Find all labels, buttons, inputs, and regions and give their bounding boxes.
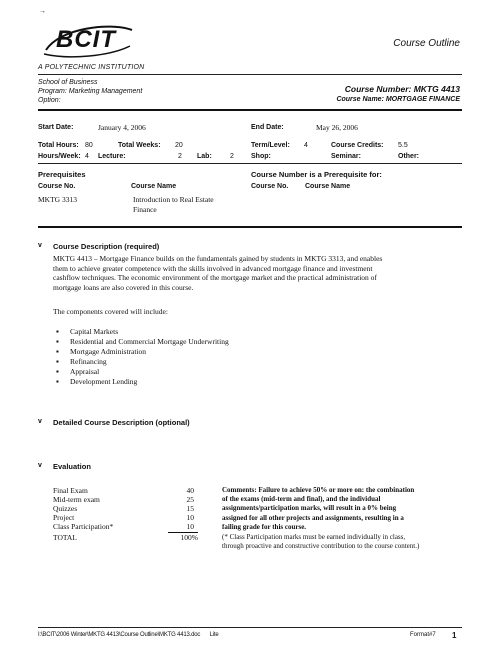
term-level-value: 4 [304, 142, 308, 149]
footer-format: Format#7 [410, 632, 436, 638]
eval-comment-line: of the exams (mid-term and final), and the individual [222, 495, 381, 504]
footer-path-suffix: Lite [209, 632, 219, 638]
eval-item-name: Final Exam [53, 486, 88, 495]
end-date-value: May 26, 2006 [316, 123, 358, 132]
option-label: Option: [38, 97, 61, 104]
description-bullet: v [38, 242, 42, 249]
eval-total-name: TOTAL [53, 533, 77, 542]
doc-type-title: Course Outline [393, 38, 460, 49]
prereq-row-no: MKTG 3313 [38, 195, 77, 204]
lab-value: 2 [230, 153, 234, 160]
total-hours-label: Total Hours: [38, 142, 79, 149]
corner-mark: → [39, 8, 46, 15]
school-name: School of Business [38, 79, 98, 86]
description-heading: Course Description (required) [53, 242, 160, 251]
start-date-label: Start Date: [38, 124, 74, 131]
course-credits-label: Course Credits: [331, 142, 384, 149]
detailed-bullet: v [38, 418, 42, 425]
page-number: 1 [452, 631, 457, 640]
logo-text: BCIT [56, 26, 116, 53]
components-intro: The components covered will include: [53, 307, 168, 316]
eval-item-value: 10 [186, 513, 194, 522]
prerequisite-for-heading: Course Number is a Prerequisite for: [251, 170, 382, 179]
eval-comment-line: failing grade for this course. [222, 522, 307, 531]
prereq-for-col-no: Course No. [251, 183, 289, 190]
prereq-for-col-name: Course Name [305, 183, 351, 190]
eval-comment-line: assignments/participation marks, will result in a 0% being [222, 504, 397, 513]
course-credits-value: 5.5 [398, 142, 408, 149]
program-name: Program: Marketing Management [38, 88, 143, 95]
description-line: them to achieve greater competence with the skills involved in advanced mortgage finance and investment [53, 263, 373, 273]
bcit-logo [40, 20, 136, 62]
total-weeks-label: Total Weeks: [118, 142, 161, 149]
end-date-label: End Date: [251, 124, 284, 131]
start-date-value: January 4, 2006 [98, 123, 146, 132]
total-hours-value: 80 [85, 142, 93, 149]
section-rule [38, 226, 462, 228]
list-item: ▪ Mortgage Administration [56, 347, 229, 357]
eval-note [222, 533, 467, 551]
eval-item-name: Quizzes [53, 504, 78, 513]
details-bottom-rule [38, 163, 462, 164]
list-item: ▪ Refinancing [56, 357, 229, 367]
eval-total-value: 100% [180, 533, 198, 542]
prerequisites-heading: Prerequisites [38, 170, 86, 179]
components-list [56, 327, 229, 387]
eval-item-value: 40 [186, 486, 194, 495]
footer-path [38, 632, 218, 638]
hours-week-label: Hours/Week: [38, 153, 81, 160]
prereq-row-name-line1: Introduction to Real Estate [133, 195, 214, 204]
prereq-col-name: Course Name [131, 183, 177, 190]
eval-comment-line: assigned for all other projects and assignments, resulting in a [222, 513, 404, 522]
seminar-label: Seminar: [331, 153, 361, 160]
footer-rule [38, 627, 462, 628]
evaluation-heading: Evaluation [53, 462, 91, 471]
prereq-col-no: Course No. [38, 183, 76, 190]
list-item: ▪ Capital Markets [56, 327, 229, 337]
eval-item-name: Class Participation* [53, 522, 114, 531]
evaluation-bullet: v [38, 462, 42, 469]
eval-note-line: (* Class Participation marks must be earned individually in class, [222, 533, 406, 541]
prereq-row-name-line2: Finance [133, 205, 157, 214]
details-top-rule [38, 109, 462, 111]
course-name: Course Name: MORTGAGE FINANCE [336, 96, 460, 103]
list-item: ▪ Development Lending [56, 377, 229, 387]
header-rule [38, 74, 462, 75]
eval-item-name: Mid-term exam [53, 495, 100, 504]
list-item: ▪ Appraisal [56, 367, 229, 377]
lab-label: Lab: [197, 153, 212, 160]
description-line: cashflow techniques. The economic environment of the mortgage market and the practical administration of [53, 273, 377, 282]
hours-week-value: 4 [85, 153, 89, 160]
description-line: mortgage loans are also covered in this course. [53, 282, 194, 292]
eval-item-value: 15 [186, 504, 194, 513]
eval-comment-line: Comments: Failure to achieve 50% or more on: the combination [222, 486, 415, 494]
eval-item-value: 25 [186, 495, 194, 504]
detailed-heading: Detailed Course Description (optional) [53, 418, 190, 427]
description-paragraph [53, 254, 465, 292]
eval-item-name: Project [53, 513, 75, 522]
course-number: Course Number: MKTG 4413 [344, 84, 460, 94]
term-level-label: Term/Level: [251, 142, 290, 149]
lecture-label: Lecture: [98, 153, 126, 160]
footer-path-text: I:\BCIT\2006 Winter\MKTG 4413\Course Outline\MKTG 4413.doc [38, 632, 201, 638]
eval-comments [222, 486, 467, 532]
eval-item-value: 10 [186, 522, 194, 531]
institution-tagline: A POLYTECHNIC INSTITUTION [38, 64, 145, 71]
shop-label: Shop: [251, 153, 271, 160]
eval-note-line: through proactive and constructive contribution to the course content.) [222, 542, 420, 551]
description-line: MKTG 4413 – Mortgage Finance builds on the fundamentals gained by students in MKTG 3313, and enables [53, 254, 383, 263]
other-label: Other: [398, 153, 419, 160]
lecture-value: 2 [178, 153, 182, 160]
list-item: ▪ Residential and Commercial Mortgage Underwriting [56, 337, 229, 347]
total-weeks-value: 20 [175, 142, 183, 149]
